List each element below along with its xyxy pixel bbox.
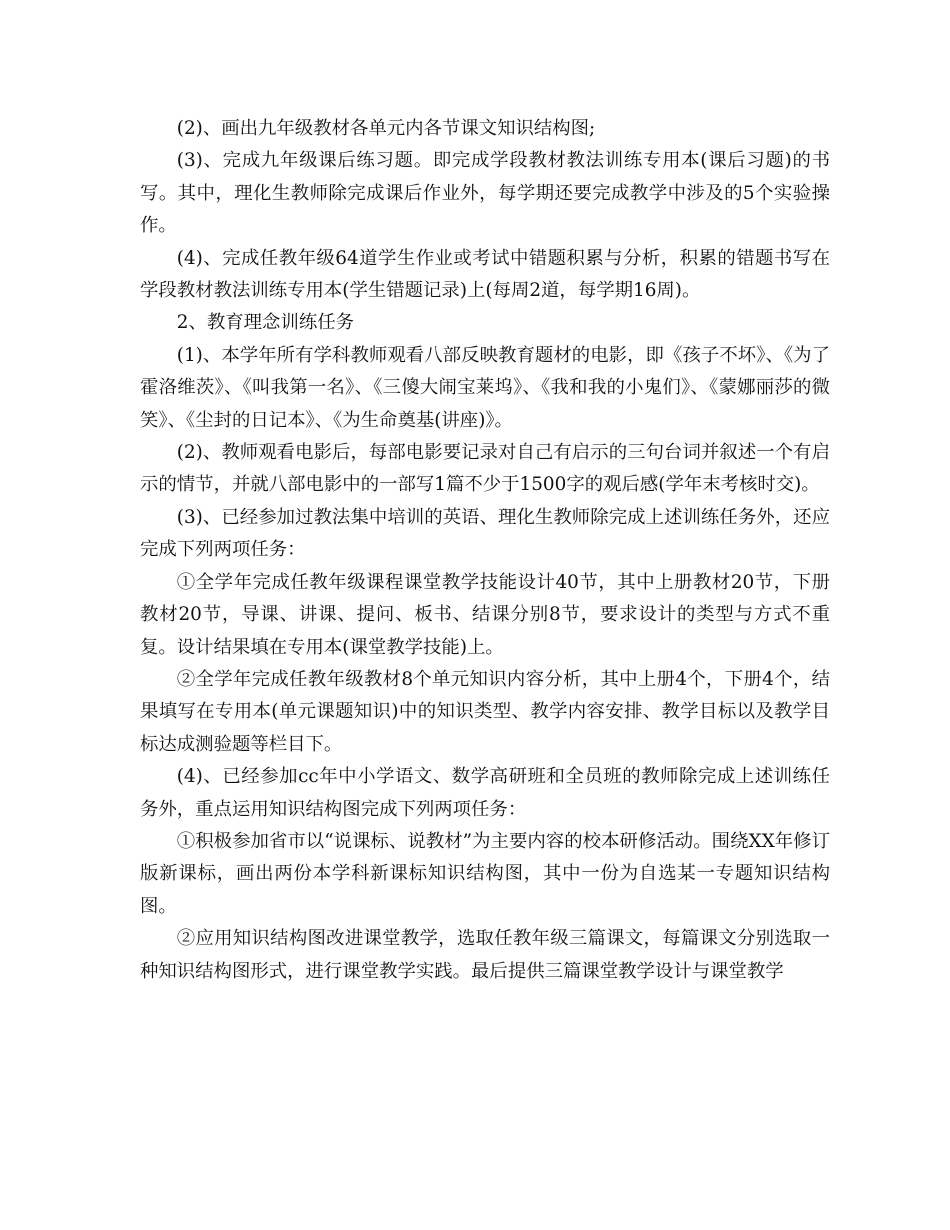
paragraph-unit-analysis: ②全学年完成任教年级教材8个单元知识内容分析，其中上册4个，下册4个，结果填写在专用本(单元课题知识)中的知识类型、教学内容安排、教学目标以及教学目标达成测验题等栏目下。 <box>140 668 830 755</box>
section-heading-education-philosophy: 2、教育理念训练任务 <box>176 312 355 334</box>
paragraph-trained-teachers: (3)、已经参加过教法集中培训的英语、理化生教师除完成上述训练任务外，还应完成下列两项任务： <box>140 506 830 561</box>
paragraph-research-class-teachers: (4)、已经参加cc年中小学语文、数学高研班和全员班的教师除完成上述训练任务外，重点运用知识结构图完成下列两项任务： <box>140 766 830 820</box>
paragraph-curriculum-standards: ①积极参加省市以“说课标、说教材”为主要内容的校本研修活动。围绕XX年修订版新课标，画出两份本学科新课标知识结构图，其中一份为自选某一专题知识结构图。 <box>140 830 830 917</box>
paragraph-task-3: (3)、完成九年级课后练习题。即完成学段教材教法训练专用本(课后习题)的书写。其中，理化生教师除完成课后作业外，每学期还要完成教学中涉及的5个实验操作。 <box>140 150 830 237</box>
paragraph-movie-reflection: (2)、教师观看电影后，每部电影要记录对自己有启示的三句台词并叙述一个有启示的情节，并就八部电影中的一部写1篇不少于1500字的观后感(学年末考核时交)。 <box>140 442 830 496</box>
paragraph-task-4: (4)、完成任教年级64道学生作业或考试中错题积累与分析，积累的错题书写在学段教材教法训练专用本(学生错题记录)上(每周2道，每学期16周)。 <box>140 247 830 302</box>
paragraph-classroom-practice: ②应用知识结构图改进课堂教学，选取任教年级三篇课文，每篇课文分别选取一种知识结构图形式，进行课堂教学实践。最后提供三篇课堂教学设计与课堂教学 <box>140 928 830 982</box>
paragraph-movies-list: (1)、本学年所有学科教师观看八部反映教育题材的电影，即《孩子不坏》、《为了霍洛维茨》、《叫我第一名》、《三傻大闹宝莱坞》、《我和我的小鬼们》、《蒙娜丽莎的微笑》、《尘封的日记本》、《为生命奠基(讲座)》。 <box>140 344 830 431</box>
paragraph-skill-design: ①全学年完成任教年级课程课堂教学技能设计40节，其中上册教材20节，下册教材20节，导课、讲课、提问、板书、结课分别8节，要求设计的类型与方式不重复。设计结果填在专用本(课堂教学技能)上。 <box>140 571 830 658</box>
document-body <box>140 113 830 988</box>
paragraph-task-2: (2)、画出九年级教材各单元内各节课文知识结构图; <box>176 118 596 139</box>
